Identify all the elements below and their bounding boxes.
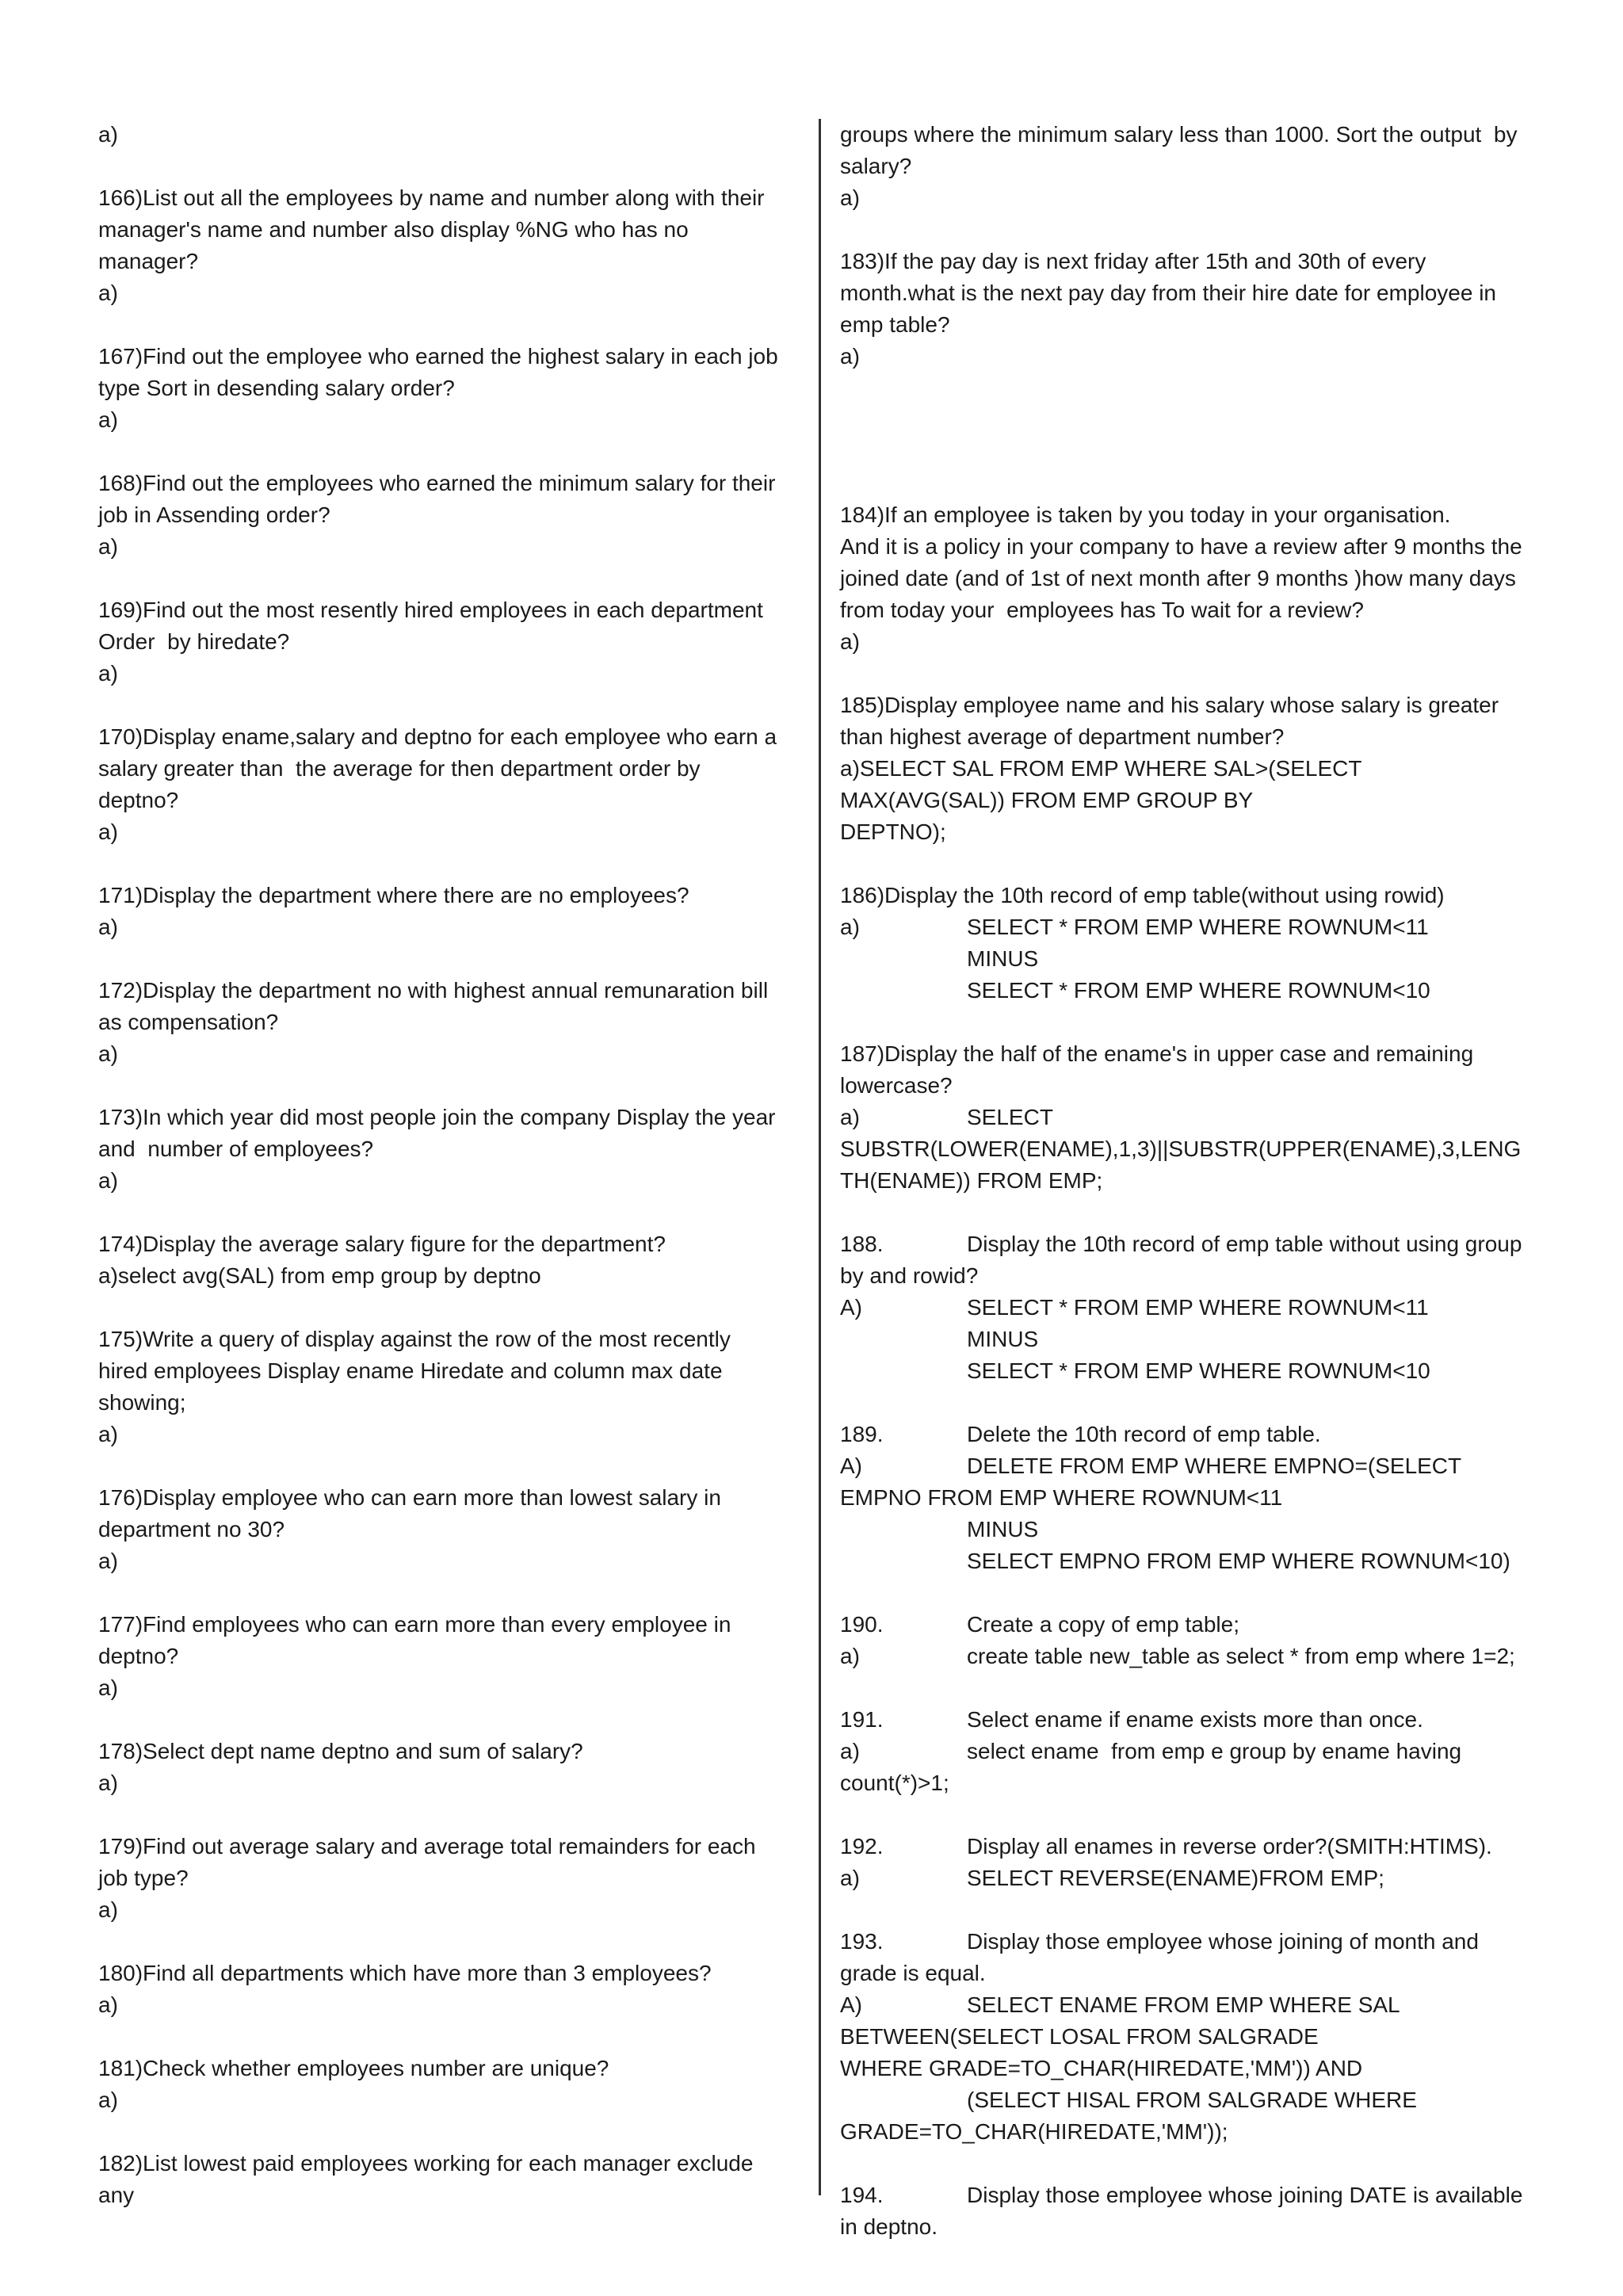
text-line: a) [98,1422,118,1446]
text-line: a) [840,629,860,654]
question-block [98,468,796,563]
text-line: SELECT * FROM EMP WHERE ROWNUM<10 [967,1358,1430,1383]
text-line: emp table? [840,312,950,337]
text-line: 191. Select ename if ename exists more than once. [840,1707,1423,1732]
question-block [98,594,796,690]
text-line: MINUS [967,946,1039,971]
text-line: 176)Display employee who can earn more than lowest salary in [98,1485,721,1510]
text-line: a) [840,344,860,369]
question-block [98,2053,796,2116]
question-block [840,246,1537,372]
text-line: MAX(AVG(SAL)) FROM EMP GROUP BY [840,788,1254,812]
text-line: job in Assending order? [98,502,330,527]
text-line: deptno? [98,1644,179,1668]
text-line: 181)Check whether employees number are unique? [98,2056,609,2080]
text-line: BETWEEN(SELECT LOSAL FROM SALGRADE [840,2024,1319,2049]
question-block [98,880,796,943]
column-divider [819,119,821,2195]
text-line: TH(ENAME)) FROM EMP; [840,1168,1103,1193]
text-line: a) [98,122,118,147]
text-line: a) [98,1041,118,1066]
question-block [840,1926,1537,2148]
question-block [840,1419,1537,1577]
question-block [840,119,1537,214]
question-block [98,2148,796,2211]
text-line: a)select avg(SAL) from emp group by deptno [98,1263,541,1288]
text-line: salary? [840,154,912,178]
text-line: 172)Display the department no with highest annual remunaration bill [98,978,769,1003]
text-line: hired employees Display ename Hiredate and column max date [98,1358,723,1383]
text-line: 187)Display the half of the ename's in upper case and remaining [840,1041,1474,1066]
text-line: 169)Find out the most resently hired employees in each department [98,598,763,622]
text-line: A) SELECT ENAME FROM EMP WHERE SAL [840,1992,1400,2017]
text-line: manager's name and number also display %NG who has no [98,217,689,242]
question-block [98,975,796,1070]
text-line: and number of employees? [98,1137,374,1161]
text-line: 192. Display all enames in reverse order?(SMITH:HTIMS). [840,1834,1492,1859]
text-line: Order by hiredate? [98,629,290,654]
text-line: 175)Write a query of display against the row of the most recently [98,1327,731,1351]
text-line: a) [98,407,118,432]
question-block [840,1704,1537,1799]
text-line: department no 30? [98,1517,285,1541]
text-line: MINUS [967,1517,1039,1541]
text-line: a) [98,1675,118,1700]
text-line: 173)In which year did most people join the company Display the year [98,1105,776,1129]
text-line: And it is a policy in your company to have a review after 9 months the [840,534,1522,559]
text-line: a) [98,819,118,844]
question-block [98,1482,796,1577]
text-line: a) [98,915,118,939]
question-block [98,1831,796,1926]
text-line: 171)Display the department where there are no employees? [98,883,689,907]
question-block [840,1609,1537,1672]
text-line: EMPNO FROM EMP WHERE ROWNUM<11 [840,1485,1283,1510]
question-block [98,1102,796,1197]
question-block [98,1958,796,2021]
text-line: 182)List lowest paid employees working for each manager exclude [98,2151,754,2176]
text-line: A) SELECT * FROM EMP WHERE ROWNUM<11 [840,1295,1429,1320]
text-line: a) [98,1168,118,1193]
text-line: a) create table new_table as select * from emp where 1=2; [840,1644,1515,1668]
text-line: 193. Display those employee whose joining of month and [840,1929,1479,1954]
text-line: type Sort in desending salary order? [98,376,455,400]
text-line: showing; [98,1390,186,1415]
text-line: job type? [98,1866,189,1890]
text-line: 168)Find out the employees who earned the minimum salary for their [98,471,776,495]
text-line: 183)If the pay day is next friday after 15th and 30th of every [840,249,1426,273]
text-line: a) SELECT [840,1105,1053,1129]
text-line: 174)Display the average salary figure for the department? [98,1232,666,1256]
text-line: WHERE GRADE=TO_CHAR(HIREDATE,'MM')) AND [840,2056,1363,2080]
text-line: a) [98,534,118,559]
text-line: count(*)>1; [840,1771,949,1795]
text-line: SELECT EMPNO FROM EMP WHERE ROWNUM<10) [967,1549,1510,1573]
text-line: groups where the minimum salary less than 1000. Sort the output by [840,122,1518,147]
question-block [98,1609,796,1704]
question-block [840,880,1537,1007]
question-block [98,182,796,309]
text-line: a) [98,1992,118,2017]
question-block [98,1228,796,1292]
question-block [98,721,796,848]
question-block [840,2179,1537,2243]
text-line: 167)Find out the employee who earned the highest salary in each job [98,344,778,369]
question-block [98,1736,796,1799]
right-column [840,119,1537,2275]
text-line: 179)Find out average salary and average total remainders for each [98,1834,756,1859]
text-line: 186)Display the 10th record of emp table(without using rowid) [840,883,1445,907]
text-line: a) [98,2088,118,2112]
text-line: a) SELECT * FROM EMP WHERE ROWNUM<11 [840,915,1429,939]
text-line: a) SELECT REVERSE(ENAME)FROM EMP; [840,1866,1384,1890]
text-line: 177)Find employees who can earn more than every employee in [98,1612,731,1637]
text-line: 170)Display ename,salary and deptno for each employee who earn a [98,724,777,749]
text-line: as compensation? [98,1010,279,1034]
question-block [840,1038,1537,1197]
text-line: than highest average of department number? [840,724,1285,749]
text-line: GRADE=TO_CHAR(HIREDATE,'MM')); [840,2119,1228,2144]
text-line: A) DELETE FROM EMP WHERE EMPNO=(SELECT [840,1454,1462,1478]
text-line: DEPTNO); [840,819,946,844]
text-line: a) [98,1771,118,1795]
text-line: a) select ename from emp e group by ename having [840,1739,1462,1763]
text-line: grade is equal. [840,1961,986,1985]
question-block [840,1228,1537,1387]
text-line: 190. Create a copy of emp table; [840,1612,1239,1637]
text-line: from today your employees has To wait for a review? [840,598,1364,622]
text-line: a) [98,1897,118,1922]
question-block [98,119,796,151]
text-line: a) [840,185,860,210]
text-line: 166)List out all the employees by name and number along with their [98,185,765,210]
text-line: any [98,2183,135,2207]
text-line: joined date (and of 1st of next month after 9 months )how many days [840,566,1516,590]
text-line: a) [98,1549,118,1573]
text-line: a) [98,661,118,686]
text-line: SELECT * FROM EMP WHERE ROWNUM<10 [967,978,1430,1003]
text-line: by and rowid? [840,1263,979,1288]
text-line: 189. Delete the 10th record of emp table. [840,1422,1321,1446]
text-line: 178)Select dept name deptno and sum of salary? [98,1739,583,1763]
text-line: 188. Display the 10th record of emp table without using group [840,1232,1522,1256]
left-column [98,119,796,2243]
text-line: deptno? [98,788,179,812]
question-block [840,499,1537,658]
question-block [840,690,1537,848]
text-line: salary greater than the average for then department order by [98,756,701,781]
text-line: in deptno. [840,2214,938,2239]
text-line: MINUS [967,1327,1039,1351]
text-line: manager? [98,249,199,273]
text-line: 180)Find all departments which have more than 3 employees? [98,1961,712,1985]
text-line: a)SELECT SAL FROM EMP WHERE SAL>(SELECT [840,756,1362,781]
text-line: SUBSTR(LOWER(ENAME),1,3)||SUBSTR(UPPER(ENAME),3,LENG [840,1137,1522,1161]
text-line: lowercase? [840,1073,953,1098]
text-line: month.what is the next pay day from their hire date for employee in [840,281,1496,305]
question-block [98,1324,796,1450]
text-line: (SELECT HISAL FROM SALGRADE WHERE [967,2088,1417,2112]
question-block [98,341,796,436]
text-line: a) [98,281,118,305]
text-line: 185)Display employee name and his salary whose salary is greater [840,693,1499,717]
text-line: 194. Display those employee whose joining DATE is available [840,2183,1523,2207]
text-line: 184)If an employee is taken by you today in your organisation. [840,502,1451,527]
question-block [840,1831,1537,1894]
